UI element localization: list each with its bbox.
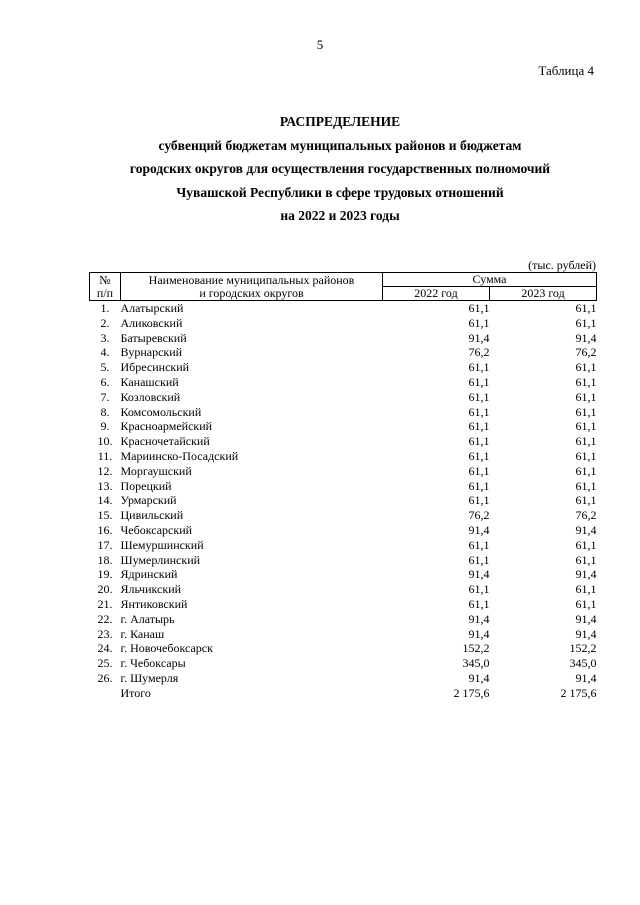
table-row bbox=[90, 345, 597, 360]
table-label: Таблица 4 bbox=[538, 63, 594, 78]
title-line: РАСПРЕДЕЛЕНИЕ bbox=[279, 114, 401, 129]
row-number: 21. bbox=[97, 596, 113, 611]
row-number: 18. bbox=[97, 552, 113, 567]
row-name: Алатырский bbox=[120, 301, 184, 315]
row-number: 22. bbox=[97, 611, 113, 626]
row-name: Мариинско-Посадский bbox=[120, 448, 239, 463]
row-value-2022: 61,1 bbox=[468, 389, 490, 404]
row-value-2023: 61,1 bbox=[575, 582, 597, 597]
row-value-2022: 61,1 bbox=[468, 374, 490, 389]
row-value-2022: 61,1 bbox=[468, 493, 490, 508]
table-row bbox=[90, 419, 597, 434]
row-value-2023: 61,1 bbox=[575, 404, 597, 419]
table-row bbox=[90, 553, 597, 568]
row-number: 24. bbox=[97, 641, 113, 656]
row-value-2022: 61,1 bbox=[468, 434, 490, 449]
row-value-2022: 91,4 bbox=[468, 330, 490, 345]
row-value-2022: 61,1 bbox=[468, 478, 490, 493]
table-body bbox=[90, 301, 597, 701]
row-value-2023: 91,4 bbox=[575, 330, 597, 345]
row-number: 26. bbox=[97, 670, 113, 685]
row-value-2022: 345,0 bbox=[462, 656, 490, 671]
title-line: субвенций бюджетам муниципальных районов и бюджетам bbox=[158, 137, 522, 153]
row-name: г. Канаш bbox=[120, 626, 165, 641]
row-value-2023: 61,1 bbox=[575, 374, 597, 389]
header-number-line1: № bbox=[99, 272, 111, 287]
row-number: 3. bbox=[100, 330, 110, 345]
row-name: Батыревский bbox=[120, 330, 187, 345]
row-name: Итого bbox=[120, 685, 151, 700]
row-value-2023: 76,2 bbox=[575, 345, 597, 360]
row-value-2023: 61,1 bbox=[575, 596, 597, 611]
row-value-2023: 61,1 bbox=[575, 315, 597, 330]
header-year-2023: 2023 год bbox=[490, 287, 597, 301]
row-value-2022: 76,2 bbox=[468, 345, 490, 360]
row-name: Ибресинский bbox=[120, 360, 190, 375]
row-number: 25. bbox=[97, 656, 113, 671]
row-name: Порецкий bbox=[120, 478, 172, 493]
table-row bbox=[90, 405, 597, 420]
table-row bbox=[90, 479, 597, 494]
row-name: г. Алатырь bbox=[120, 611, 175, 626]
row-name: Яльчикский bbox=[120, 582, 182, 597]
row-number: 13. bbox=[97, 478, 113, 493]
row-name: Красноармейский bbox=[120, 419, 213, 434]
row-value-2022: 91,4 bbox=[468, 670, 490, 685]
row-value-2023: 152,2 bbox=[569, 641, 597, 656]
table-row bbox=[90, 434, 597, 449]
row-value-2023: 61,1 bbox=[575, 478, 597, 493]
row-number: 8. bbox=[100, 404, 110, 419]
row-number: 11. bbox=[97, 448, 113, 463]
row-number: 17. bbox=[97, 537, 113, 552]
row-value-2022: 76,2 bbox=[468, 508, 490, 523]
row-value-2022: 61,1 bbox=[468, 448, 490, 463]
table-row bbox=[90, 464, 597, 479]
row-name: Красночетайский bbox=[120, 434, 210, 449]
title-line: на 2022 и 2023 годы bbox=[280, 208, 400, 223]
header-sum: Сумма bbox=[383, 273, 597, 287]
row-value-2023: 61,1 bbox=[575, 419, 597, 434]
row-number: 20. bbox=[97, 582, 113, 597]
row-value-2023: 61,1 bbox=[575, 463, 597, 478]
row-name: г. Чебоксары bbox=[120, 656, 186, 671]
row-value-2023: 76,2 bbox=[575, 508, 597, 523]
table-row bbox=[90, 567, 597, 582]
row-number: 14. bbox=[97, 493, 113, 508]
table-row bbox=[90, 360, 597, 375]
table-row bbox=[90, 612, 597, 627]
row-name: Аликовский bbox=[120, 315, 183, 330]
row-value-2022: 91,4 bbox=[468, 567, 490, 582]
row-value-2023: 2 175,6 bbox=[560, 685, 597, 700]
table-row bbox=[90, 641, 597, 656]
row-name: Шумерлинский bbox=[120, 552, 201, 567]
row-value-2022: 2 175,6 bbox=[453, 685, 490, 700]
row-name: Чебоксарский bbox=[120, 522, 193, 537]
header-number-line2: п/п bbox=[96, 285, 114, 300]
units-note: (тыс. рублей) bbox=[528, 258, 596, 272]
row-name: Вурнарский bbox=[120, 345, 183, 360]
table-row bbox=[90, 331, 597, 346]
row-value-2023: 91,4 bbox=[575, 611, 597, 626]
table-row bbox=[90, 375, 597, 390]
page-number: 5 bbox=[316, 37, 324, 52]
document-title bbox=[60, 110, 620, 228]
row-value-2022: 61,1 bbox=[468, 419, 490, 434]
header-year-2022: 2022 год bbox=[383, 287, 490, 301]
header-number bbox=[90, 273, 121, 301]
table-row bbox=[90, 508, 597, 523]
table-row bbox=[90, 656, 597, 671]
row-value-2022: 61,1 bbox=[468, 582, 490, 597]
table-row bbox=[90, 493, 597, 508]
row-number: 19. bbox=[97, 567, 113, 582]
row-name: Урмарский bbox=[120, 493, 177, 508]
row-name: Комсомольский bbox=[120, 404, 202, 419]
title-line: городских округов для осуществления государственных полномочий bbox=[129, 161, 551, 176]
row-number: 15. bbox=[97, 508, 113, 523]
row-name: Канашский bbox=[120, 374, 179, 389]
row-value-2023: 61,1 bbox=[575, 552, 597, 567]
row-value-2022: 61,1 bbox=[468, 463, 490, 478]
row-number bbox=[90, 686, 121, 701]
row-name: Ядринский bbox=[120, 567, 178, 582]
row-number: 6. bbox=[100, 374, 110, 389]
row-value-2023: 61,1 bbox=[575, 301, 597, 315]
row-name: Моргаушский bbox=[120, 463, 192, 478]
row-value-2023: 61,1 bbox=[575, 493, 597, 508]
row-number: 23. bbox=[97, 626, 113, 641]
row-value-2022: 152,2 bbox=[462, 641, 490, 656]
table-row bbox=[90, 627, 597, 642]
row-value-2022: 91,4 bbox=[468, 522, 490, 537]
header-name-line1: Наименование муниципальных районов bbox=[148, 272, 355, 287]
row-value-2023: 91,4 bbox=[575, 626, 597, 641]
row-value-2023: 61,1 bbox=[575, 360, 597, 375]
row-name: г. Новочебоксарск bbox=[120, 641, 213, 656]
row-number: 12. bbox=[97, 463, 113, 478]
row-value-2022: 61,1 bbox=[468, 552, 490, 567]
table-row bbox=[90, 390, 597, 405]
row-value-2023: 345,0 bbox=[569, 656, 597, 671]
row-number: 9. bbox=[100, 419, 110, 434]
row-name: г. Шумерля bbox=[120, 670, 179, 685]
row-number: 4. bbox=[100, 345, 110, 360]
table-row bbox=[90, 671, 597, 686]
row-number: 5. bbox=[100, 360, 110, 375]
row-value-2022: 91,4 bbox=[468, 611, 490, 626]
row-number: 1. bbox=[100, 301, 110, 315]
table-row bbox=[90, 597, 597, 612]
row-value-2023: 91,4 bbox=[575, 567, 597, 582]
table-row bbox=[90, 686, 597, 701]
row-name: Козловский bbox=[120, 389, 181, 404]
row-value-2022: 61,1 bbox=[468, 404, 490, 419]
row-value-2023: 91,4 bbox=[575, 670, 597, 685]
row-number: 10. bbox=[97, 434, 113, 449]
row-value-2022: 61,1 bbox=[468, 596, 490, 611]
row-value-2023: 91,4 bbox=[575, 522, 597, 537]
row-name: Шемуршинский bbox=[120, 537, 204, 552]
table-row bbox=[90, 582, 597, 597]
header-name-line2: и городских округов bbox=[199, 285, 304, 300]
table-row bbox=[90, 301, 597, 316]
row-value-2023: 61,1 bbox=[575, 448, 597, 463]
row-value-2022: 61,1 bbox=[468, 301, 490, 315]
row-number: 7. bbox=[100, 389, 110, 404]
header-name bbox=[121, 273, 383, 301]
row-value-2023: 61,1 bbox=[575, 389, 597, 404]
row-value-2022: 61,1 bbox=[468, 360, 490, 375]
row-value-2023: 61,1 bbox=[575, 434, 597, 449]
row-value-2023: 61,1 bbox=[575, 537, 597, 552]
row-value-2022: 91,4 bbox=[468, 626, 490, 641]
row-number: 16. bbox=[97, 522, 113, 537]
distribution-table bbox=[89, 272, 597, 701]
table-row bbox=[90, 538, 597, 553]
table-row bbox=[90, 523, 597, 538]
title-line: Чувашской Республики в сфере трудовых отношений bbox=[176, 184, 504, 200]
table-row bbox=[90, 316, 597, 331]
row-value-2022: 61,1 bbox=[468, 315, 490, 330]
row-name: Цивильский bbox=[120, 508, 184, 523]
table-row bbox=[90, 449, 597, 464]
row-value-2022: 61,1 bbox=[468, 537, 490, 552]
row-number: 2. bbox=[100, 315, 110, 330]
row-name: Янтиковский bbox=[120, 596, 188, 611]
